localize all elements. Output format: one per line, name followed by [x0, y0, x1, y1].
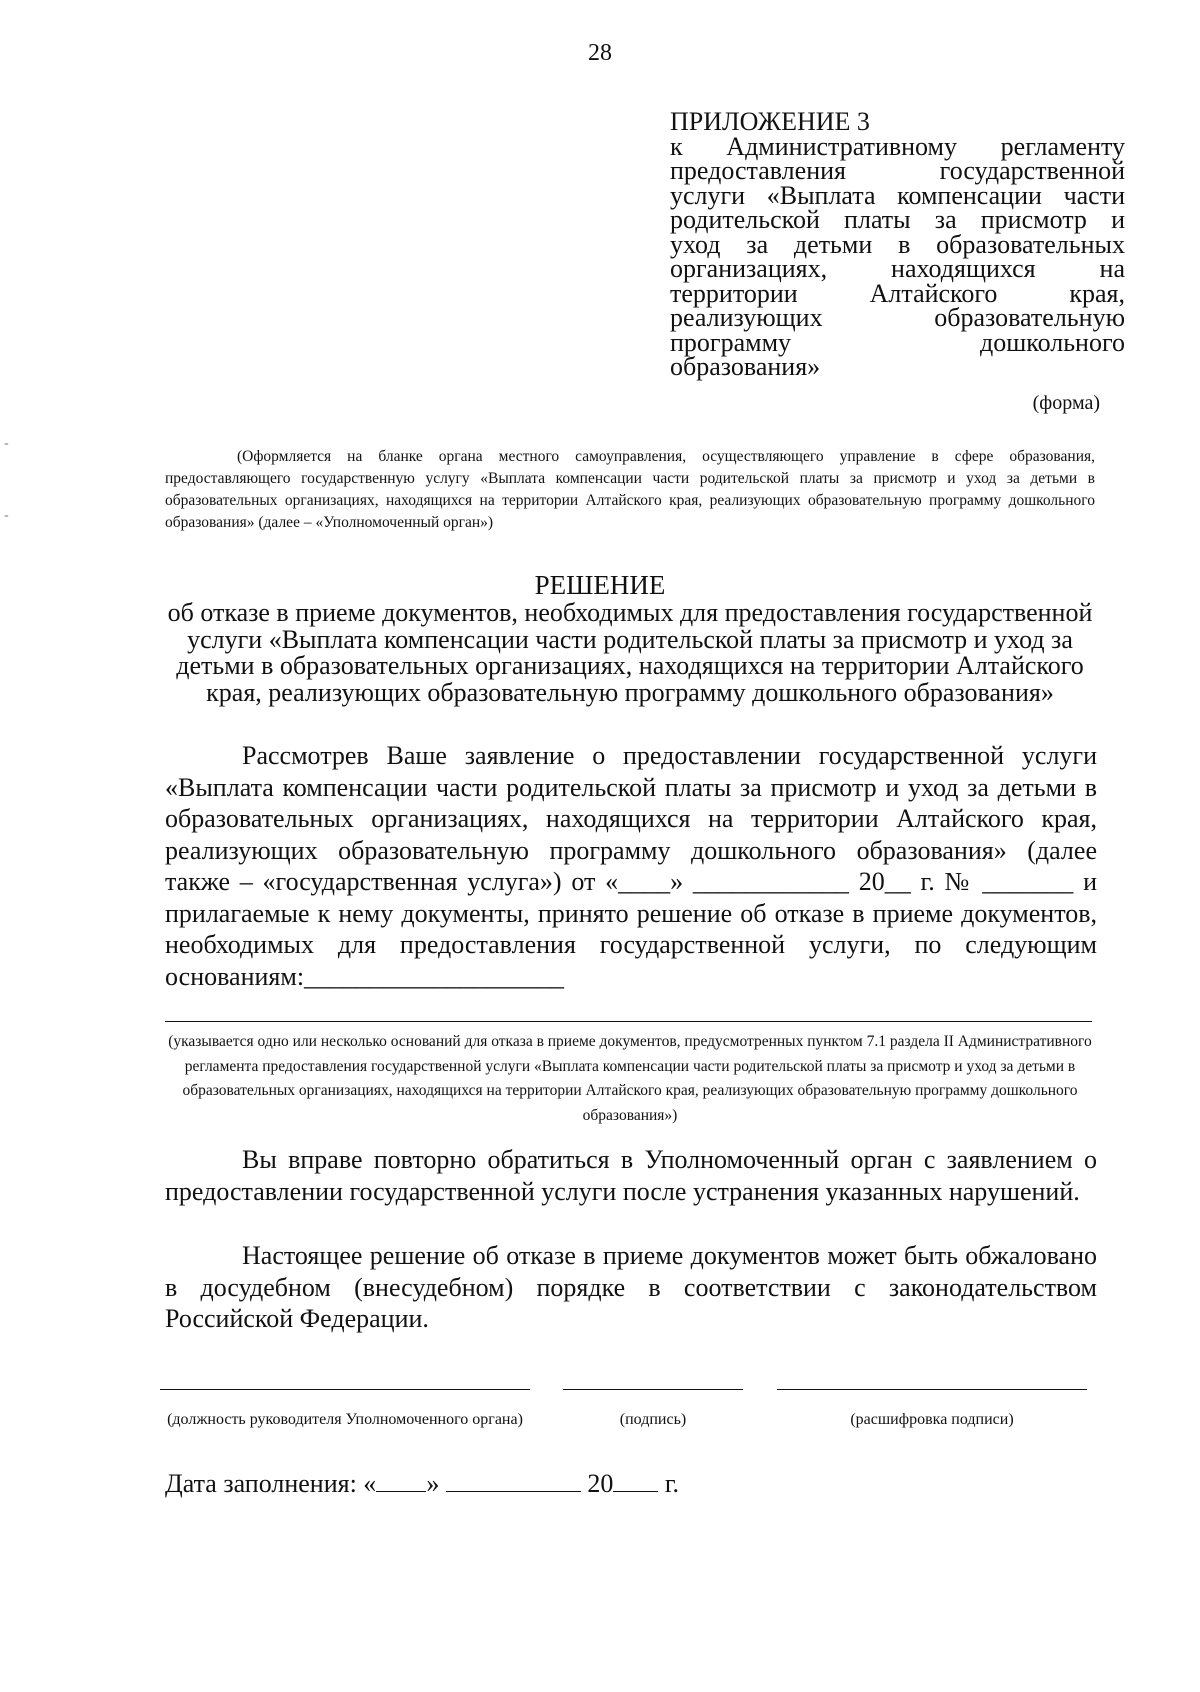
- appendix-line: реализующих образовательную: [670, 303, 1125, 332]
- position-line: [160, 1389, 530, 1390]
- appeal-paragraph: [165, 1240, 1097, 1335]
- reasons-line: [165, 1021, 1092, 1022]
- repeat-paragraph: [165, 1144, 1097, 1207]
- margin-mark: -: [4, 508, 9, 523]
- appendix-line: родительской платы за присмотр и: [670, 205, 1125, 234]
- margin-mark: -: [4, 436, 9, 451]
- appendix-line: территории Алтайского края,: [670, 278, 1125, 308]
- appendix-line: услуги «Выплата компенсации части: [670, 180, 1125, 210]
- decision-subtitle: об отказе в приеме документов, необходимых для предоставления государственной услуги «Выплата компенсации части родительской платы за присмотр и уход за детьми в образовательных организациях, находящихся на территории Алтайского края, реализующих образовательную программу дошкольного образования»: [167, 598, 1093, 707]
- header-note: [165, 446, 1095, 534]
- month-blank: [446, 1465, 581, 1492]
- appendix-line: образования»: [670, 352, 821, 381]
- decision-title: РЕШЕНИЕ: [534, 570, 666, 600]
- date-close-quote: »: [426, 1469, 440, 1498]
- appendix-line: предоставления государственной: [670, 156, 1125, 185]
- signature-line: [563, 1389, 743, 1390]
- date-label: Дата заполнения: «: [165, 1469, 377, 1498]
- appendix-line: к Административному регламенту: [670, 131, 1125, 161]
- year-suffix: г.: [664, 1469, 680, 1498]
- appendix-line: программу дошкольного: [670, 327, 1125, 357]
- signature-caption: (подпись): [619, 1411, 687, 1428]
- position-caption: (должность руководителя Уполномоченного органа): [167, 1411, 523, 1428]
- date-line: [165, 1465, 679, 1499]
- year-prefix: 20: [587, 1469, 614, 1498]
- appeal-paragraph-text: Настоящее решение об отказе в приеме документов может быть обжаловано в досудебном (внесудебном) порядке в соответствии с законодательством Российской Федерации.: [165, 1241, 1097, 1333]
- main-paragraph: [165, 740, 1097, 992]
- repeat-paragraph-text: Вы вправе повторно обратиться в Уполномоченный орган с заявлением о предоставлении государственной услуги после устранения указанных нарушений.: [165, 1145, 1097, 1206]
- decoding-caption: (расшифровка подписи): [850, 1411, 1014, 1428]
- day-blank: [376, 1465, 426, 1492]
- decoding-line: [777, 1389, 1087, 1390]
- page-number: 28: [588, 40, 612, 66]
- form-label: (форма): [1032, 392, 1100, 414]
- appendix-line: уход за детьми в образовательных: [670, 229, 1125, 259]
- year-blank: [613, 1465, 658, 1492]
- reasons-note: (указывается одно или несколько оснований для отказа в приеме документов, предусмотренных пунктом 7.1 раздела II Административного регламента предоставления государственной услуги «Выплата компенсации части родительской платы за присмотр и уход за детьми в образовательных организациях, находящихся на территории Алтайского края, реализующих образовательную программу дошкольного образования»): [168, 1033, 1092, 1124]
- main-paragraph-text: Рассмотрев Ваше заявление о предоставлении государственной услуги «Выплата компенсации части родительской платы за присмотр и уход за детьми в образовательных организациях, находящихся на территории Алтайского края, реализующих образовательную программу дошкольного образования» (далее также – «государственная услуга») от «____» ____________ 20__ г. № _______ и прилагаемые к нему документы, принято решение об отказе в приеме документов, необходимых для предоставления государственной услуги, по следующим основаниям:____________________: [165, 741, 1097, 991]
- appendix-line: организациях, находящихся на: [670, 254, 1125, 283]
- header-note-text: (Оформляется на бланке органа местного самоуправления, осуществляющего управление в сфере образования, предоставляющего государственную услугу «Выплата компенсации части родительской платы за присмотр и уход за детьми в образовательных организациях, находящихся на территории Алтайского края, реализующих образовательную программу дошкольного образования» (далее – «Уполномоченный орган»): [165, 448, 1095, 531]
- appendix-title: ПРИЛОЖЕНИЕ 3: [670, 107, 870, 136]
- appendix-block: [670, 107, 1125, 381]
